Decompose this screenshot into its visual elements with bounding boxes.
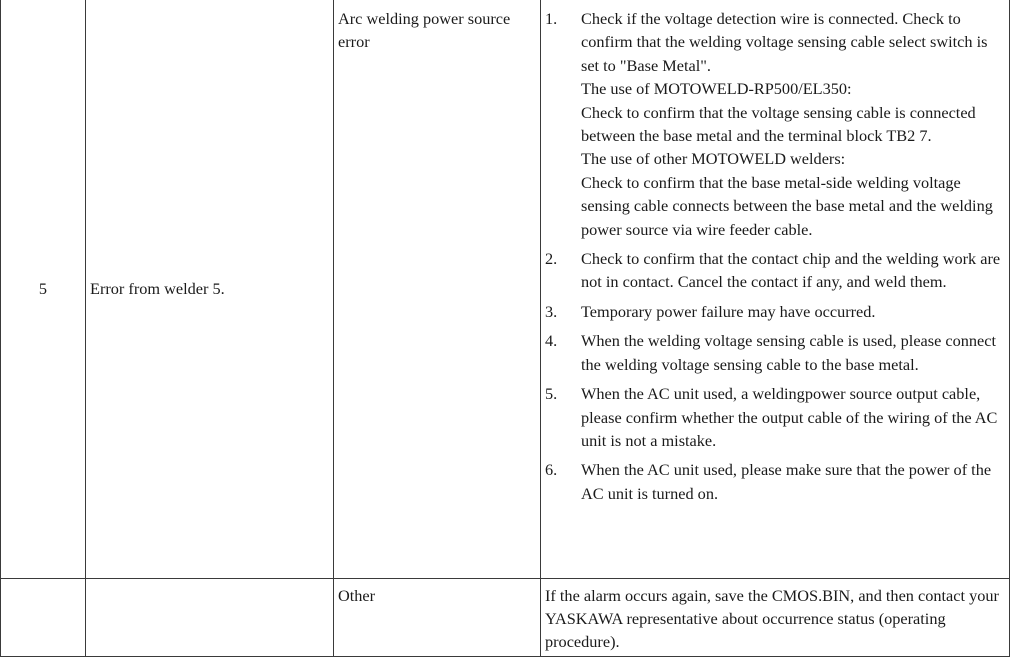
alarm-message	[86, 578, 334, 656]
remedy-step-line: The use of MOTOWELD-RP500/EL350:	[581, 79, 852, 99]
table-row	[1, 0, 1010, 578]
remedy-step	[545, 458, 1003, 505]
table-row	[1, 578, 1010, 656]
remedy-cell: If the alarm occurs again, save the CMOS.BIN, and then contact your YASKAWA representative about occurrence status (operating procedure).	[541, 578, 1010, 656]
alarm-sub-code	[1, 578, 86, 656]
cause-cell: Arc welding power source error	[334, 0, 541, 578]
remedy-step-number: 3.	[545, 301, 558, 321]
remedy-step-text	[581, 247, 1003, 294]
remedy-step-line: When the AC unit used, please make sure that the power of the AC unit is turned on.	[581, 460, 992, 503]
remedy-step-text	[581, 329, 1003, 376]
remedy-step-text	[581, 300, 1003, 323]
alarm-message: Error from welder 5.	[86, 0, 334, 578]
remedy-step-text	[581, 382, 1003, 452]
remedy-step-text	[581, 458, 1003, 505]
remedy-step-line: When the welding voltage sensing cable is used, please connect the welding voltage sensing cable to the base metal.	[581, 331, 997, 374]
remedy-step-number: 6.	[545, 460, 558, 480]
remedy-step-line: The use of other MOTOWELD welders:	[581, 149, 846, 169]
remedy-cell	[541, 0, 1010, 578]
remedy-step-line: When the AC unit used, a weldingpower source output cable, please confirm whether the output cable of the wiring of the AC unit is not a mistake.	[581, 384, 998, 450]
remedy-step-line: Check to confirm that the base metal-side welding voltage sensing cable connects between the base metal and the welding power source via wire feeder cable.	[581, 172, 993, 239]
cause-cell: Other	[334, 578, 541, 656]
alarm-sub-code: 5	[1, 0, 86, 578]
remedy-step-list	[545, 7, 1003, 505]
remedy-step-text	[581, 7, 1003, 241]
remedy-step	[545, 247, 1003, 294]
remedy-step-line: Temporary power failure may have occurred.	[581, 301, 876, 321]
remedy-step	[545, 7, 1003, 241]
remedy-step	[545, 382, 1003, 452]
remedy-step-line: Check to confirm that the contact chip and the welding work are not in contact. Cancel the contact if any, and weld them.	[581, 249, 1001, 292]
remedy-step-line: Check if the voltage detection wire is connected. Check to confirm that the welding voltage sensing cable select switch is set to "Base Metal".	[581, 9, 988, 75]
remedy-step-number: 2.	[545, 249, 558, 269]
remedy-step-number: 5.	[545, 384, 558, 404]
remedy-step-number: 1.	[545, 9, 558, 28]
remedy-step-line: Check to confirm that the voltage sensing cable is connected between the base metal and the terminal block TB2 7.	[581, 102, 976, 146]
remedy-step-number: 4.	[545, 331, 558, 351]
remedy-step	[545, 329, 1003, 376]
remedy-step	[545, 300, 1003, 323]
